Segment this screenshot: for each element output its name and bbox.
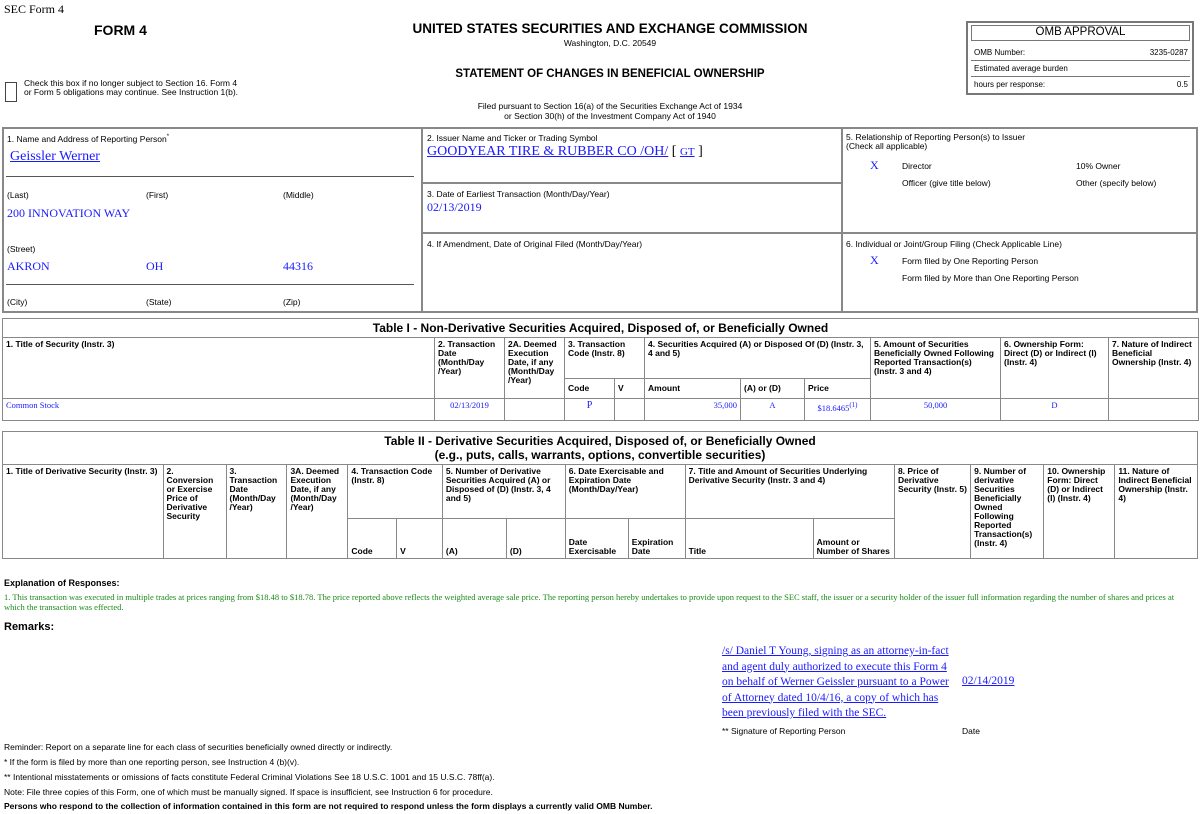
t1-header-form: 6. Ownership Form: Direct (D) or Indirect (I) (Instr. 4) bbox=[1001, 338, 1109, 399]
t1-cell-date: 02/13/2019 bbox=[435, 399, 505, 421]
t2-sub-amount: Amount or Number of Shares bbox=[813, 519, 894, 559]
transaction-date-value: 02/13/2019 bbox=[427, 200, 482, 214]
t1-row-common-stock bbox=[3, 399, 1199, 421]
t1-sub-amount: Amount bbox=[645, 379, 741, 399]
footer-reminder: Reminder: Report on a separate line for each class of securities beneficially owned directly or indirectly. bbox=[4, 742, 393, 752]
table-2-title: Table II - Derivative Securities Acquired, Disposed of, or Beneficially Owned (e.g., puts, calls, warrants, options, convertible securities) bbox=[3, 432, 1198, 465]
t1-header-code: 3. Transaction Code (Instr. 8) bbox=[565, 338, 645, 379]
t1-cell-aord: A bbox=[741, 399, 805, 421]
t1-sub-price: Price bbox=[805, 379, 871, 399]
t1-header-date: 2. Transaction Date (Month/Day /Year) bbox=[435, 338, 505, 399]
zip-label: (Zip) bbox=[283, 297, 301, 307]
t2-header-title: 1. Title of Derivative Security (Instr. 3) bbox=[3, 465, 164, 559]
reporting-person-label: 1. Name and Address of Reporting Person* bbox=[7, 134, 170, 144]
ticker-bracket-close: ] bbox=[698, 144, 703, 159]
t2-header-deemed: 3A. Deemed Execution Date, if any (Month/Day /Year) bbox=[287, 465, 348, 559]
zip-value: 44316 bbox=[283, 259, 313, 273]
signature-date-link[interactable]: 02/14/2019 bbox=[962, 675, 1015, 687]
t1-cell-price: $18.6465$^{(1)}$ bbox=[805, 399, 871, 421]
street-value: 200 INNOVATION WAY bbox=[7, 206, 131, 220]
issuer-name-row bbox=[427, 144, 703, 160]
amendment-label: 4. If Amendment, Date of Original Filed (Month/Day/Year) bbox=[427, 239, 643, 249]
director-label: Director bbox=[902, 161, 932, 171]
issuer-name-link[interactable]: GOODYEAR TIRE & RUBBER CO /OH/ bbox=[427, 144, 669, 159]
sec-form-label: SEC Form 4 bbox=[4, 2, 65, 16]
filed-line-1: Filed pursuant to Section 16(a) of the Securities Exchange Act of 1934 bbox=[477, 101, 743, 111]
t1-header-nature: 7. Nature of Indirect Beneficial Ownership (Instr. 4) bbox=[1109, 338, 1199, 399]
t2-sub-v: V bbox=[397, 519, 443, 559]
commission-title: UNITED STATES SECURITIES AND EXCHANGE COMMISSION bbox=[412, 21, 808, 36]
city-value: AKRON bbox=[7, 259, 50, 273]
t1-cell-owned: 50,000 bbox=[871, 399, 1001, 421]
signature-label: ** Signature of Reporting Person bbox=[722, 726, 846, 736]
footer-multiple-persons: * If the form is filed by more than one reporting person, see Instruction 4 (b)(v). bbox=[4, 757, 300, 767]
transaction-date-label: 3. Date of Earliest Transaction (Month/Day/Year) bbox=[427, 189, 610, 199]
omb-number-label: OMB Number: bbox=[974, 48, 1026, 57]
t2-header-number: 5. Number of Derivative Securities Acquired (A) or Disposed of (D) (Instr. 3, 4 and 5) bbox=[442, 465, 565, 519]
table-1-title: Table I - Non-Derivative Securities Acquired, Disposed of, or Beneficially Owned bbox=[3, 319, 1199, 338]
ticker-bracket-open: [ bbox=[671, 144, 677, 159]
state-value: OH bbox=[146, 259, 164, 273]
t1-cell-nature bbox=[1109, 399, 1199, 421]
t2-sub-d: (D) bbox=[506, 519, 565, 559]
table-2-derivative bbox=[2, 431, 1198, 559]
commission-location: Washington, D.C. 20549 bbox=[563, 38, 657, 48]
section16-checkbox[interactable] bbox=[5, 82, 17, 102]
t1-sub-aord: (A) or (D) bbox=[741, 379, 805, 399]
section16-checkbox-text: Check this box if no longer subject to Section 16. Form 4 or Form 5 obligations may continue. See Instruction 1(b). bbox=[24, 78, 239, 97]
t1-header-owned: 5. Amount of Securities Beneficially Owned Following Reported Transaction(s) (Instr. 3 and 4) bbox=[871, 338, 1001, 399]
t1-cell-deemed bbox=[505, 399, 565, 421]
t2-sub-title: Title bbox=[685, 519, 813, 559]
omb-hours-label: hours per response: bbox=[974, 80, 1046, 89]
footer-omb-notice: Persons who respond to the collection of information contained in this form are not required to respond unless the form displays a currently valid OMB Number. bbox=[4, 801, 653, 811]
omb-number-value: 3235-0287 bbox=[1149, 48, 1188, 57]
t2-header-code: 4. Transaction Code (Instr. 8) bbox=[348, 465, 442, 519]
t2-header-form: 10. Ownership Form: Direct (D) or Indirect (I) (Instr. 4) bbox=[1044, 465, 1115, 559]
t2-header-date: 3. Transaction Date (Month/Day /Year) bbox=[226, 465, 287, 559]
last-label: (Last) bbox=[7, 190, 29, 200]
relationship-label: 5. Relationship of Reporting Person(s) to Issuer (Check all applicable) bbox=[846, 132, 1026, 151]
officer-label: Officer (give title below) bbox=[902, 178, 991, 188]
t1-sub-v: V bbox=[615, 379, 645, 399]
form-title: FORM 4 bbox=[94, 22, 147, 38]
omb-burden-label: Estimated average burden bbox=[974, 64, 1068, 73]
t1-header-title: 1. Title of Security (Instr. 3) bbox=[3, 338, 435, 399]
t2-header-nature: 11. Nature of Indirect Beneficial Ownership (Instr. 4) bbox=[1115, 465, 1198, 559]
signature-link[interactable]: /s/ Daniel T Young, signing as an attorney-in-fact and agent duly authorized to execute this Form 4 on behalf of Werner Geissler pursuant to a Power of Attorney dated 10/4/16, a copy of which has been previously filed with the SEC. bbox=[722, 645, 949, 719]
other-label: Other (specify below) bbox=[1076, 178, 1157, 188]
statement-title: STATEMENT OF CHANGES IN BENEFICIAL OWNERSHIP bbox=[455, 68, 765, 80]
t1-cell-v bbox=[615, 399, 645, 421]
omb-hours-value: 0.5 bbox=[1176, 80, 1188, 89]
ten-pct-owner-label: 10% Owner bbox=[1076, 161, 1121, 171]
filing-label: 6. Individual or Joint/Group Filing (Check Applicable Line) bbox=[846, 239, 1062, 249]
t2-header-owned: 9. Number of derivative Securities Beneficially Owned Following Reported Transaction(s) (Instr. 4) bbox=[971, 465, 1044, 559]
t2-header-exercisable: 6. Date Exercisable and Expiration Date (Month/Day/Year) bbox=[565, 465, 685, 519]
remarks-label: Remarks: bbox=[4, 621, 55, 633]
filed-line-2: or Section 30(h) of the Investment Company Act of 1940 bbox=[504, 111, 716, 121]
t2-sub-a: (A) bbox=[442, 519, 506, 559]
filing-one-person: Form filed by One Reporting Person bbox=[902, 256, 1039, 266]
t1-header-securities: 4. Securities Acquired (A) or Disposed Of (D) (Instr. 3, 4 and 5) bbox=[645, 338, 871, 379]
explanation-label: Explanation of Responses: bbox=[4, 578, 120, 588]
t2-header-underlying: 7. Title and Amount of Securities Underlying Derivative Security (Instr. 3 and 4) bbox=[685, 465, 894, 519]
footnote-1: 1. This transaction was executed in multiple trades at prices ranging from $18.48 to $18.78. The price reported above reflects the weighted average sale price. The reporting person hereby undertakes to provide upon request to the SEC staff, the issuer or a security holder of the issuer full information regarding the number of shares and prices at which the transaction was effected. bbox=[4, 592, 1175, 612]
middle-label: (Middle) bbox=[283, 190, 314, 200]
director-check-mark: X bbox=[870, 158, 879, 172]
t1-cell-code: P bbox=[565, 399, 615, 421]
t1-sub-code: Code bbox=[565, 379, 615, 399]
state-label: (State) bbox=[146, 297, 172, 307]
signature-date-label: Date bbox=[962, 726, 980, 736]
ticker-link[interactable]: GT bbox=[679, 146, 695, 158]
t1-cell-form: D bbox=[1001, 399, 1109, 421]
issuer-label: 2. Issuer Name and Ticker or Trading Symbol bbox=[427, 133, 598, 143]
first-label: (First) bbox=[146, 190, 169, 200]
t2-sub-expiration: Expiration Date bbox=[628, 519, 685, 559]
t2-sub-code: Code bbox=[348, 519, 397, 559]
street-label: (Street) bbox=[7, 244, 36, 254]
reporting-person-name-link[interactable]: Geissler Werner bbox=[10, 149, 100, 164]
t1-header-deemed: 2A. Deemed Execution Date, if any (Month/Day /Year) bbox=[505, 338, 565, 399]
omb-title: OMB APPROVAL bbox=[1035, 26, 1126, 38]
footer-misstatements: ** Intentional misstatements or omissions of facts constitute Federal Criminal Violations See 18 U.S.C. 1001 and 15 U.S.C. 78ff(a). bbox=[4, 772, 495, 782]
t2-header-price: 8. Price of Derivative Security (Instr. 5) bbox=[894, 465, 970, 559]
t2-header-conversion: 2. Conversion or Exercise Price of Derivative Security bbox=[163, 465, 226, 559]
city-label: (City) bbox=[7, 297, 28, 307]
t2-sub-exercisable: Date Exercisable bbox=[565, 519, 628, 559]
footer-copies-note: Note: File three copies of this Form, one of which must be manually signed. If space is insufficient, see Instruction 6 for procedure. bbox=[4, 787, 493, 797]
filing-multi-person: Form filed by More than One Reporting Person bbox=[902, 273, 1079, 283]
t1-cell-title: Common Stock bbox=[3, 399, 435, 421]
table-1-non-derivative bbox=[2, 318, 1199, 421]
t1-cell-amount: 35,000 bbox=[645, 399, 741, 421]
filing-check-mark: X bbox=[870, 253, 879, 267]
